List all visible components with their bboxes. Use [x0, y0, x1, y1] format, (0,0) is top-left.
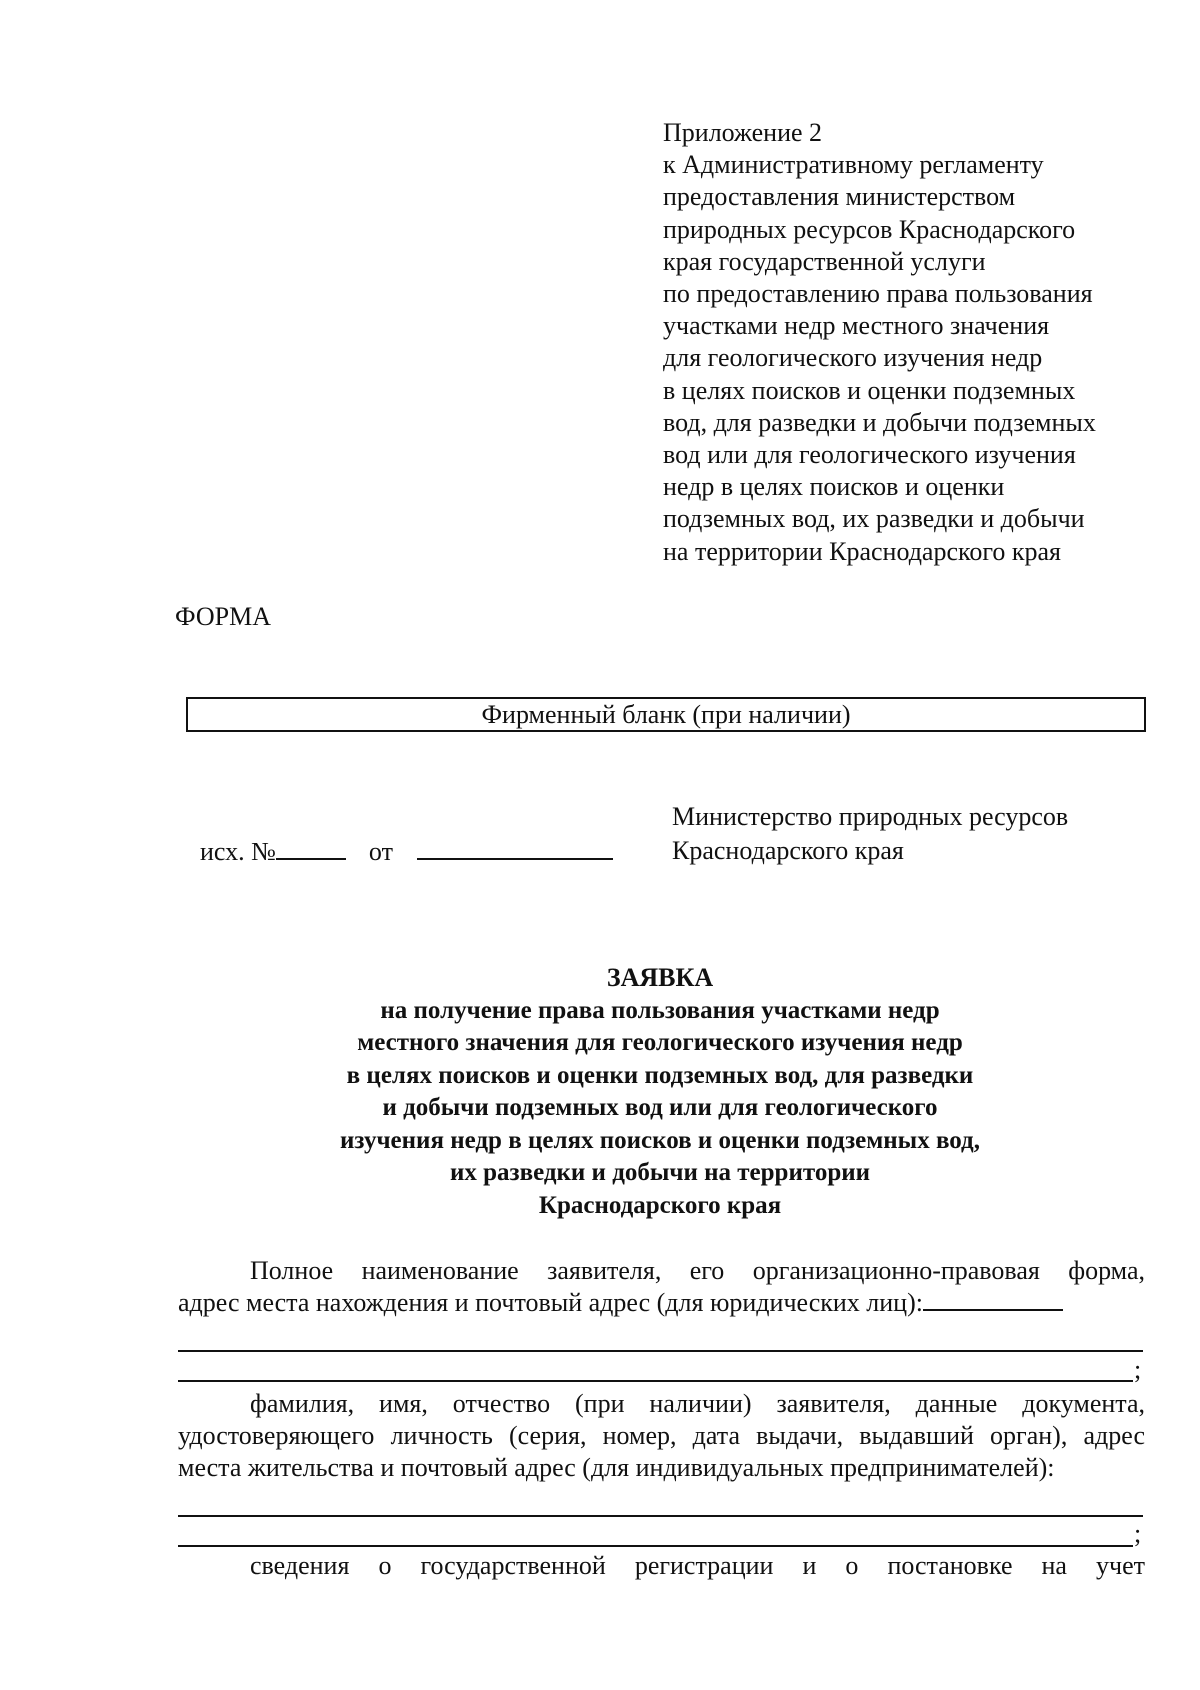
- outgoing-number-label: исх. №: [200, 837, 276, 866]
- form-label: ФОРМА: [175, 602, 271, 631]
- individual-paragraph: [178, 1388, 1145, 1484]
- appendix-line: к Административному регламенту: [663, 150, 1044, 180]
- addressee: [672, 800, 1068, 868]
- individual-fill-line[interactable]: [178, 1515, 1143, 1517]
- document-title: [180, 962, 1140, 1222]
- registration-paragraph: [178, 1550, 1145, 1582]
- outgoing-number-line: [200, 836, 613, 867]
- paragraph-line: сведения о государственной регистрации и о постановке на учет: [250, 1551, 1145, 1580]
- outgoing-date-label: от: [368, 837, 393, 866]
- title-line: и добычи подземных вод или для геологического: [382, 1094, 938, 1121]
- appendix-line: участками недр местного значения: [663, 311, 1050, 341]
- letterhead-label: Фирменный бланк (при наличии): [481, 700, 851, 729]
- appendix-line: на территории Краснодарского края: [663, 536, 1061, 566]
- appendix-line: в целях поисков и оценки подземных: [663, 375, 1076, 405]
- legal-entity-paragraph: [178, 1255, 1145, 1319]
- title-main: ЗАЯВКА: [606, 963, 714, 992]
- legal-entity-fill-line[interactable]: [178, 1380, 1133, 1382]
- addressee-line: Краснодарского края: [672, 836, 904, 865]
- appendix-line: вод или для геологического изучения: [663, 440, 1076, 470]
- paragraph-line: фамилия, имя, отчество (при наличии) заявителя, данные документа,: [250, 1389, 1145, 1418]
- addressee-line: Министерство природных ресурсов: [672, 802, 1069, 831]
- outgoing-number-field[interactable]: [276, 836, 346, 860]
- legal-entity-fill-line[interactable]: [178, 1350, 1143, 1352]
- paragraph-line: удостоверяющего личность (серия, номер, дата выдачи, выдавший орган), адрес: [178, 1421, 1145, 1450]
- appendix-line: Приложение 2: [663, 118, 823, 147]
- title-line: на получение права пользования участками недр: [380, 996, 940, 1024]
- letterhead-box: [186, 697, 1146, 732]
- appendix-line: края государственной услуги: [663, 246, 986, 276]
- individual-fill-line[interactable]: [178, 1545, 1133, 1547]
- title-line: местного значения для геологического изучения недр: [357, 1029, 963, 1056]
- appendix-line: природных ресурсов Краснодарского: [663, 214, 1076, 244]
- paragraph-line: места жительства и почтовый адрес (для индивидуальных предпринимателей):: [178, 1453, 1055, 1482]
- title-line: их разведки и добычи на территории: [449, 1159, 871, 1186]
- appendix-line: по предоставлению права пользования: [663, 279, 1093, 309]
- legal-entity-inline-field[interactable]: [923, 1287, 1063, 1311]
- semicolon: ;: [1134, 1355, 1142, 1384]
- title-line: Краснодарского края: [538, 1191, 782, 1219]
- appendix-line: недр в целях поисков и оценки: [663, 472, 1005, 502]
- paragraph-line: Полное наименование заявителя, его организационно-правовая форма,: [250, 1256, 1145, 1285]
- appendix-line: вод, для разведки и добычи подземных: [663, 407, 1096, 437]
- title-line: изучения недр в целях поисков и оценки подземных вод,: [340, 1126, 980, 1154]
- appendix-line: подземных вод, их разведки и добычи: [663, 504, 1085, 534]
- appendix-header: [663, 117, 1183, 568]
- semicolon: ;: [1134, 1519, 1142, 1548]
- outgoing-date-field[interactable]: [417, 836, 613, 860]
- title-line: в целях поисков и оценки подземных вод, для разведки: [346, 1061, 974, 1089]
- appendix-line: для геологического изучения недр: [663, 343, 1043, 373]
- appendix-line: предоставления министерством: [663, 182, 1016, 212]
- paragraph-line: адрес места нахождения и почтовый адрес (для юридических лиц):: [178, 1287, 1145, 1319]
